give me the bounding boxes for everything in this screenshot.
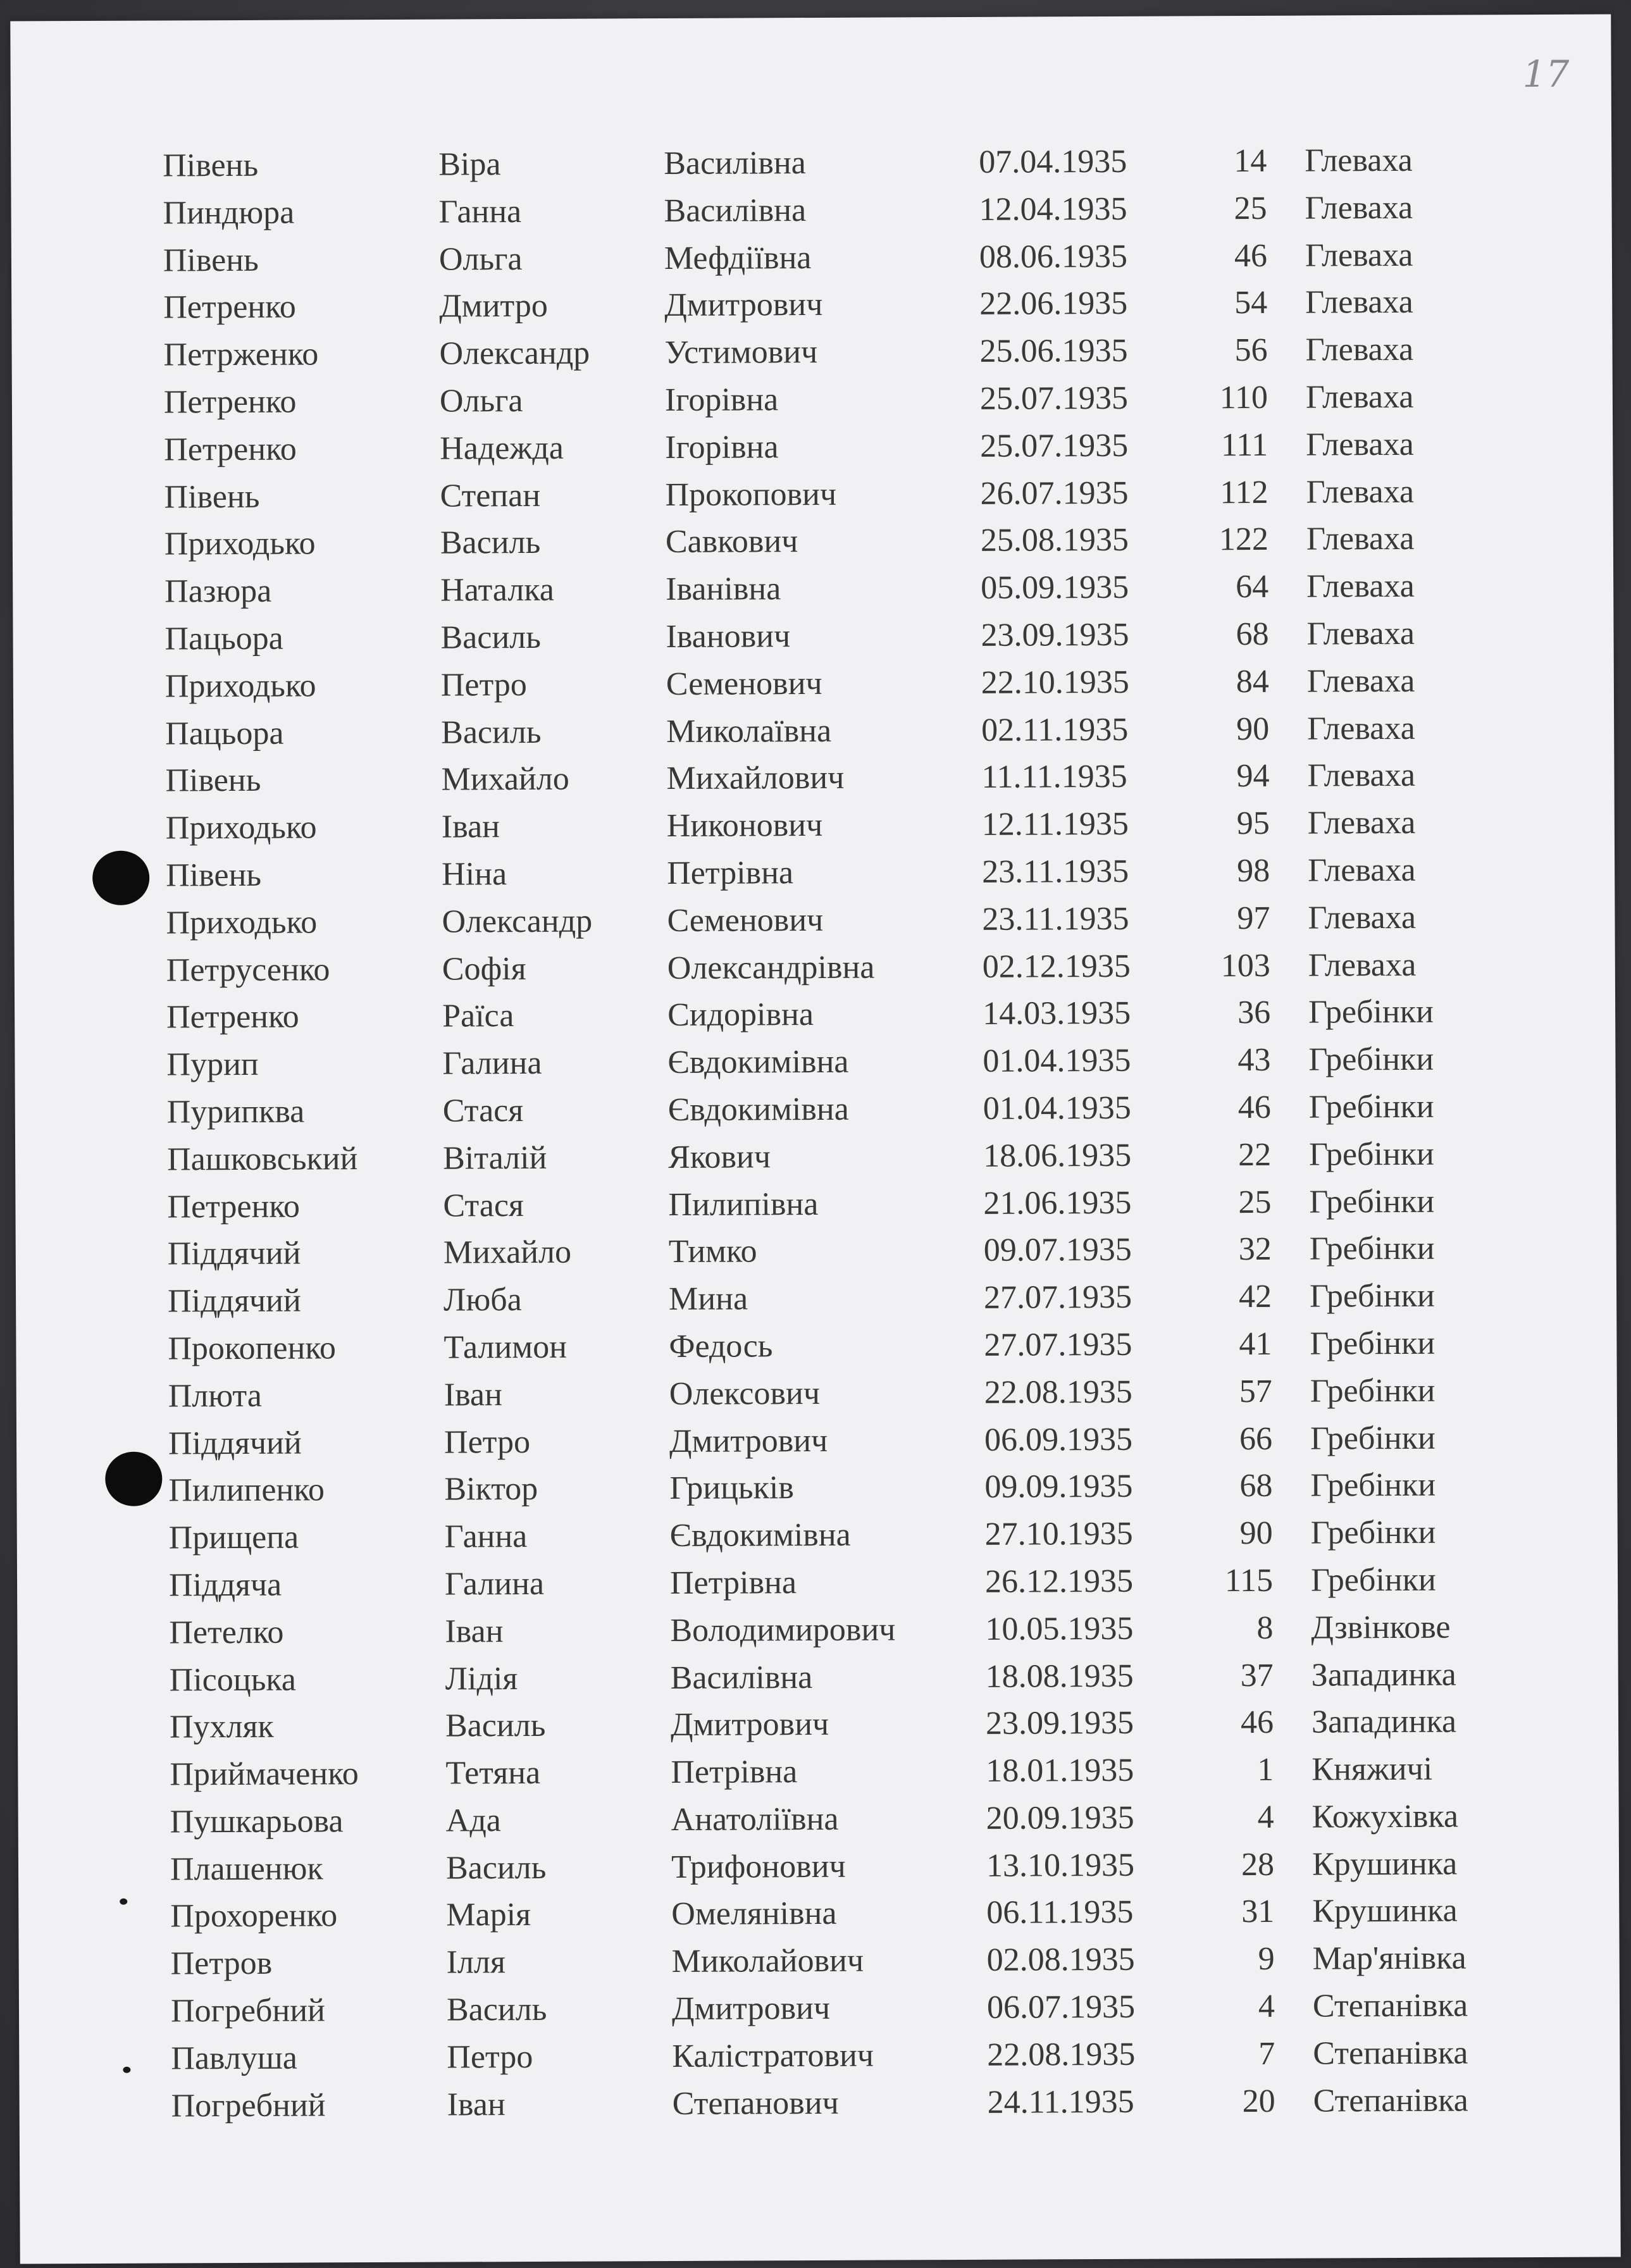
- date-cell: 08.06.1935: [979, 238, 1128, 275]
- given-name-cell: Олександр: [439, 335, 590, 372]
- given-name-cell: Ада: [445, 1802, 501, 1839]
- record-number-cell: 84: [1236, 663, 1269, 700]
- record-row: [16, 1229, 1616, 1284]
- record-row: [12, 424, 1613, 479]
- surname-cell: Петренко: [166, 998, 299, 1036]
- patronymic-cell: Степанович: [672, 2085, 839, 2122]
- date-cell: 12.04.1935: [979, 190, 1127, 228]
- patronymic-cell: Євдокимівна: [667, 1091, 849, 1128]
- village-cell: Степанівка: [1312, 1987, 1468, 2024]
- date-cell: 23.09.1935: [981, 616, 1129, 654]
- date-cell: 13.10.1935: [986, 1847, 1135, 1884]
- date-cell: 23.11.1935: [982, 853, 1129, 890]
- patronymic-cell: Тимко: [668, 1233, 757, 1270]
- record-row: [15, 1134, 1616, 1189]
- record-row: [17, 1608, 1618, 1662]
- surname-cell: Петренко: [167, 1188, 301, 1225]
- patronymic-cell: Євдокимівна: [667, 1043, 849, 1081]
- given-name-cell: Дмитро: [439, 288, 548, 325]
- village-cell: Глеваха: [1305, 142, 1413, 179]
- village-cell: Гребінки: [1310, 1514, 1436, 1551]
- village-cell: Глеваха: [1306, 568, 1415, 605]
- village-cell: Гребінки: [1310, 1561, 1436, 1599]
- surname-cell: Півень: [166, 857, 262, 894]
- given-name-cell: Степан: [440, 477, 541, 514]
- surname-cell: Прищепа: [168, 1519, 299, 1556]
- given-name-cell: Василь: [440, 524, 541, 561]
- date-cell: 22.08.1935: [987, 2036, 1136, 2073]
- surname-cell: Пашковський: [167, 1140, 358, 1178]
- date-cell: 27.07.1935: [984, 1326, 1132, 1363]
- given-name-cell: Віра: [438, 146, 501, 183]
- village-cell: Глеваха: [1307, 710, 1415, 747]
- village-cell: Гребінки: [1308, 1136, 1434, 1173]
- date-cell: 27.10.1935: [984, 1515, 1133, 1552]
- record-number-cell: 32: [1238, 1231, 1272, 1268]
- handwritten-page-number: 17: [1522, 52, 1570, 96]
- record-row: [15, 945, 1615, 1000]
- surname-cell: Пиндюра: [163, 194, 295, 232]
- date-cell: 01.04.1935: [983, 1042, 1131, 1079]
- date-cell: 20.09.1935: [986, 1799, 1134, 1837]
- patronymic-cell: Пилипівна: [668, 1186, 819, 1223]
- date-cell: 12.11.1935: [981, 805, 1129, 843]
- given-name-cell: Василь: [446, 1991, 547, 2028]
- record-row: [18, 1797, 1619, 1851]
- village-cell: Глеваха: [1305, 237, 1413, 274]
- record-row: [18, 1892, 1619, 1946]
- record-number-cell: 46: [1237, 1089, 1271, 1126]
- surname-cell: Пушкарьова: [170, 1803, 344, 1840]
- surname-cell: Приходько: [166, 904, 318, 941]
- patronymic-cell: Миколаївна: [666, 712, 832, 750]
- given-name-cell: Петро: [447, 2038, 533, 2076]
- given-name-cell: Петро: [443, 1423, 531, 1461]
- record-number-cell: 31: [1241, 1893, 1275, 1930]
- given-name-cell: Раїса: [442, 998, 514, 1034]
- given-name-cell: Талимон: [443, 1329, 567, 1366]
- patronymic-cell: Ігорівна: [664, 381, 779, 419]
- surname-cell: Піддячий: [167, 1235, 301, 1272]
- given-name-cell: Ілля: [446, 1944, 505, 1981]
- surname-cell: Піддяча: [168, 1566, 282, 1604]
- record-row: [20, 2081, 1620, 2135]
- given-name-cell: Віталій: [443, 1139, 547, 1177]
- record-row: [19, 1986, 1620, 2041]
- given-name-cell: Василь: [445, 1849, 547, 1887]
- date-cell: 27.07.1935: [983, 1279, 1132, 1316]
- date-cell: 26.12.1935: [984, 1563, 1134, 1600]
- record-number-cell: 1: [1257, 1751, 1274, 1788]
- given-name-cell: Іван: [445, 1613, 504, 1650]
- record-row: [16, 1277, 1616, 1331]
- given-name-cell: Галина: [442, 1045, 542, 1082]
- village-cell: Глеваха: [1308, 899, 1417, 936]
- village-cell: Глеваха: [1307, 757, 1416, 794]
- given-name-cell: Василь: [440, 619, 542, 656]
- record-number-cell: 37: [1240, 1657, 1274, 1694]
- date-cell: 26.07.1935: [980, 474, 1129, 512]
- patronymic-cell: Семенович: [666, 665, 822, 702]
- record-row: [19, 1939, 1620, 1993]
- patronymic-cell: Омелянівна: [671, 1895, 837, 1933]
- record-row: [13, 614, 1613, 668]
- date-cell: 18.06.1935: [983, 1137, 1132, 1174]
- date-cell: 23.11.1935: [982, 900, 1129, 938]
- date-cell: 01.04.1935: [983, 1089, 1131, 1127]
- village-cell: Мар'янівка: [1312, 1940, 1467, 1977]
- village-cell: Глеваха: [1306, 473, 1415, 511]
- record-number-cell: 94: [1236, 758, 1270, 795]
- date-cell: 14.03.1935: [983, 995, 1131, 1032]
- village-cell: Гребінки: [1309, 1183, 1435, 1220]
- date-cell: 06.07.1935: [986, 1988, 1136, 2026]
- patronymic-cell: Калістратович: [672, 2037, 874, 2074]
- record-row: [18, 1844, 1619, 1899]
- date-cell: 10.05.1935: [985, 1610, 1134, 1647]
- date-cell: 07.04.1935: [979, 143, 1127, 180]
- village-cell: Гребінки: [1310, 1372, 1436, 1410]
- record-row: [12, 472, 1613, 526]
- village-cell: Глеваха: [1307, 805, 1416, 841]
- patronymic-cell: Савкович: [665, 523, 798, 561]
- surname-cell: Пилипенко: [168, 1472, 325, 1509]
- village-cell: Гребінки: [1309, 1277, 1435, 1315]
- given-name-cell: Михайло: [441, 761, 569, 798]
- record-number-cell: 95: [1236, 805, 1270, 842]
- record-row: [15, 1040, 1615, 1094]
- record-row: [11, 330, 1612, 385]
- date-cell: 02.12.1935: [982, 948, 1131, 985]
- given-name-cell: Стася: [442, 1092, 524, 1129]
- given-name-cell: Іван: [443, 1376, 502, 1413]
- surname-cell: Петров: [170, 1945, 273, 1982]
- patronymic-cell: Анатоліївна: [671, 1800, 839, 1838]
- date-cell: 02.11.1935: [981, 711, 1129, 748]
- surname-cell: Петренко: [163, 288, 296, 326]
- given-name-cell: Лідія: [445, 1660, 518, 1697]
- village-cell: Гребінки: [1309, 1230, 1435, 1267]
- date-cell: 25.07.1935: [980, 427, 1129, 464]
- given-name-cell: Ольга: [438, 240, 523, 278]
- record-row: [11, 235, 1612, 290]
- patronymic-cell: Петрівна: [667, 855, 794, 891]
- patronymic-cell: Якович: [667, 1139, 771, 1175]
- surname-cell: Петрусенко: [166, 951, 330, 989]
- given-name-cell: Олександр: [442, 903, 593, 940]
- record-number-cell: 9: [1258, 1941, 1275, 1978]
- record-row: [13, 567, 1613, 621]
- given-name-cell: Віктор: [444, 1471, 538, 1508]
- patronymic-cell: Дмитрович: [670, 1706, 829, 1744]
- surname-cell: Пухляк: [169, 1709, 274, 1745]
- records-table: [11, 140, 1620, 2135]
- given-name-cell: Софія: [442, 950, 526, 988]
- patronymic-cell: Дмитрович: [664, 287, 823, 324]
- surname-cell: Пазюра: [164, 573, 272, 610]
- record-row: [15, 1182, 1616, 1236]
- record-number-cell: 25: [1238, 1184, 1272, 1220]
- record-number-cell: 46: [1240, 1704, 1274, 1741]
- date-cell: 25.06.1935: [979, 333, 1128, 370]
- village-cell: Гребінки: [1308, 994, 1434, 1031]
- surname-cell: Плюта: [168, 1377, 262, 1415]
- patronymic-cell: Дмитрович: [669, 1422, 828, 1459]
- record-number-cell: 7: [1258, 2035, 1275, 2072]
- patronymic-cell: Миколайович: [671, 1942, 864, 1980]
- patronymic-cell: Ігорівна: [665, 429, 779, 466]
- record-number-cell: 103: [1220, 947, 1270, 984]
- record-number-cell: 110: [1219, 379, 1268, 416]
- village-cell: Западинка: [1311, 1656, 1456, 1694]
- record-number-cell: 8: [1256, 1609, 1274, 1646]
- patronymic-cell: Володимирович: [670, 1611, 896, 1649]
- record-number-cell: 64: [1236, 569, 1269, 605]
- record-number-cell: 20: [1242, 2083, 1275, 2119]
- surname-cell: Погребний: [171, 2087, 326, 2124]
- date-cell: 18.08.1935: [985, 1658, 1134, 1695]
- village-cell: Гребінки: [1308, 1041, 1434, 1078]
- record-number-cell: 112: [1220, 474, 1268, 511]
- record-number-cell: 28: [1241, 1846, 1275, 1883]
- given-name-cell: Василь: [445, 1707, 546, 1744]
- village-cell: Крушинка: [1312, 1893, 1458, 1930]
- patronymic-cell: Прокопович: [665, 476, 837, 513]
- surname-cell: Плашенюк: [170, 1850, 323, 1888]
- patronymic-cell: Іванівна: [666, 571, 781, 608]
- record-number-cell: 4: [1258, 1988, 1275, 2025]
- record-number-cell: 14: [1234, 142, 1267, 180]
- surname-cell: Піддячий: [168, 1425, 302, 1461]
- surname-cell: Пурип: [166, 1046, 259, 1083]
- record-number-cell: 57: [1239, 1373, 1272, 1410]
- surname-cell: Півень: [163, 242, 259, 279]
- record-row: [15, 1087, 1616, 1141]
- date-cell: 22.08.1935: [984, 1373, 1132, 1411]
- patronymic-cell: Сидорівна: [667, 996, 814, 1034]
- surname-cell: Павлуша: [171, 2040, 298, 2077]
- patronymic-cell: Василівна: [664, 192, 807, 229]
- record-number-cell: 68: [1236, 616, 1269, 653]
- village-cell: Глеваха: [1308, 852, 1416, 889]
- record-row: [18, 1655, 1618, 1709]
- surname-cell: Петрженко: [163, 336, 319, 373]
- given-name-cell: Іван: [447, 2086, 505, 2123]
- record-row: [11, 283, 1612, 337]
- given-name-cell: Михайло: [443, 1234, 572, 1271]
- village-cell: Гребінки: [1310, 1325, 1436, 1362]
- patronymic-cell: Устимович: [664, 334, 818, 371]
- record-row: [11, 140, 1611, 195]
- village-cell: Гребінки: [1310, 1420, 1436, 1457]
- record-number-cell: 41: [1239, 1325, 1272, 1363]
- given-name-cell: Ганна: [438, 193, 522, 230]
- patronymic-cell: Мина: [668, 1280, 748, 1318]
- patronymic-cell: Семенович: [667, 902, 824, 939]
- date-cell: 06.11.1935: [986, 1894, 1134, 1931]
- record-number-cell: 43: [1237, 1042, 1271, 1079]
- village-cell: Глеваха: [1308, 946, 1417, 984]
- date-cell: 06.09.1935: [984, 1421, 1133, 1458]
- record-number-cell: 4: [1257, 1799, 1274, 1835]
- record-row: [13, 709, 1614, 763]
- patronymic-cell: Трифонович: [671, 1848, 846, 1885]
- patronymic-cell: Михайлович: [666, 760, 845, 797]
- given-name-cell: Іван: [441, 809, 500, 845]
- patronymic-cell: Федось: [669, 1328, 773, 1365]
- record-number-cell: 115: [1224, 1562, 1274, 1599]
- record-number-cell: 98: [1237, 852, 1270, 889]
- surname-cell: Петелко: [169, 1614, 284, 1651]
- given-name-cell: Надежда: [440, 430, 564, 467]
- village-cell: Глеваха: [1305, 378, 1414, 416]
- record-number-cell: 90: [1239, 1515, 1273, 1552]
- patronymic-cell: Мефдіївна: [664, 239, 812, 276]
- village-cell: Княжичі: [1312, 1751, 1433, 1788]
- patronymic-cell: Олексович: [669, 1375, 821, 1412]
- record-row: [14, 898, 1615, 952]
- patronymic-cell: Євдокимівна: [669, 1516, 851, 1554]
- surname-cell: Пурипква: [166, 1093, 305, 1131]
- record-number-cell: 90: [1236, 710, 1270, 747]
- date-cell: 25.08.1935: [980, 522, 1129, 559]
- record-row: [16, 1323, 1616, 1378]
- patronymic-cell: Никонович: [666, 807, 823, 845]
- patronymic-cell: Іванович: [666, 618, 791, 655]
- given-name-cell: Василь: [441, 714, 542, 751]
- surname-cell: Пацьора: [164, 620, 283, 657]
- surname-cell: Прохоренко: [170, 1897, 338, 1935]
- record-number-cell: 122: [1219, 521, 1268, 558]
- patronymic-cell: Петрівна: [669, 1565, 797, 1601]
- record-row: [17, 1513, 1618, 1568]
- record-number-cell: 42: [1238, 1278, 1272, 1315]
- village-cell: Глеваха: [1306, 521, 1415, 557]
- date-cell: 22.10.1935: [981, 664, 1129, 701]
- record-row: [14, 803, 1615, 858]
- date-cell: 21.06.1935: [983, 1184, 1132, 1222]
- date-cell: 09.09.1935: [984, 1468, 1133, 1506]
- surname-cell: Пацьора: [165, 715, 284, 752]
- surname-cell: Приходько: [165, 809, 317, 846]
- date-cell: 02.08.1935: [986, 1942, 1135, 1979]
- record-number-cell: 111: [1220, 426, 1268, 463]
- record-number-cell: 56: [1234, 332, 1268, 369]
- document-page: [10, 14, 1620, 2264]
- record-row: [16, 1371, 1617, 1425]
- given-name-cell: Люба: [443, 1282, 522, 1318]
- record-row: [15, 993, 1615, 1047]
- village-cell: Степанівка: [1313, 2082, 1468, 2119]
- record-row: [19, 2033, 1620, 2088]
- village-cell: Глеваха: [1305, 332, 1414, 368]
- given-name-cell: Ганна: [444, 1518, 528, 1555]
- given-name-cell: Наталка: [440, 571, 555, 609]
- patronymic-cell: Грицьків: [669, 1470, 794, 1507]
- date-cell: 23.09.1935: [985, 1705, 1134, 1742]
- village-cell: Степанівка: [1313, 2035, 1468, 2072]
- record-row: [13, 661, 1614, 716]
- given-name-cell: Петро: [440, 666, 527, 703]
- village-cell: Дзвінкове: [1311, 1609, 1451, 1646]
- surname-cell: Півень: [165, 762, 261, 799]
- surname-cell: Приходько: [164, 525, 316, 562]
- patronymic-cell: Олександрівна: [667, 949, 875, 986]
- surname-cell: Піддячий: [167, 1282, 301, 1320]
- record-row: [17, 1560, 1618, 1614]
- record-number-cell: 66: [1239, 1420, 1273, 1457]
- patronymic-cell: Дмитрович: [671, 1990, 831, 2028]
- village-cell: Глеваха: [1306, 662, 1415, 700]
- record-row: [18, 1750, 1618, 1804]
- village-cell: Глеваха: [1306, 426, 1414, 463]
- date-cell: 09.07.1935: [983, 1232, 1132, 1269]
- village-cell: Глеваха: [1305, 284, 1413, 321]
- given-name-cell: Стася: [443, 1187, 524, 1224]
- patronymic-cell: Василівна: [664, 145, 806, 182]
- surname-cell: Приходько: [164, 667, 316, 705]
- village-cell: Западинка: [1311, 1703, 1457, 1740]
- record-row: [11, 188, 1611, 242]
- record-row: [14, 850, 1615, 905]
- date-cell: 24.11.1935: [987, 2083, 1134, 2121]
- surname-cell: Петренко: [163, 383, 297, 421]
- patronymic-cell: Василівна: [670, 1659, 813, 1696]
- record-row: [13, 756, 1614, 810]
- surname-cell: Пісоцька: [169, 1661, 297, 1698]
- village-cell: Глеваха: [1305, 189, 1413, 226]
- surname-cell: Погребний: [170, 1992, 326, 2029]
- date-cell: 11.11.1935: [981, 759, 1127, 796]
- village-cell: Гребінки: [1310, 1467, 1436, 1504]
- surname-cell: Півень: [163, 147, 259, 184]
- record-row: [13, 519, 1613, 574]
- record-number-cell: 46: [1234, 237, 1268, 274]
- patronymic-cell: Петрівна: [671, 1754, 798, 1791]
- village-cell: Гребінки: [1308, 1088, 1434, 1125]
- record-row: [12, 377, 1613, 431]
- surname-cell: Півень: [164, 478, 260, 516]
- surname-cell: Петренко: [164, 431, 297, 468]
- given-name-cell: Галина: [444, 1565, 545, 1602]
- record-number-cell: 97: [1237, 900, 1270, 936]
- record-row: [16, 1466, 1617, 1520]
- given-name-cell: Ніна: [442, 856, 507, 893]
- date-cell: 18.01.1935: [986, 1752, 1134, 1789]
- record-number-cell: 25: [1234, 190, 1267, 226]
- village-cell: Крушинка: [1312, 1845, 1458, 1883]
- date-cell: 25.07.1935: [979, 380, 1129, 417]
- given-name-cell: Тетяна: [445, 1755, 541, 1792]
- surname-cell: Прокопенко: [168, 1330, 337, 1367]
- surname-cell: Приймаченко: [170, 1756, 359, 1793]
- record-number-cell: 54: [1234, 285, 1268, 321]
- date-cell: 22.06.1935: [979, 285, 1128, 323]
- village-cell: Глеваха: [1306, 615, 1415, 652]
- record-row: [16, 1418, 1617, 1473]
- record-row: [18, 1702, 1618, 1757]
- date-cell: 05.09.1935: [981, 569, 1129, 607]
- given-name-cell: Ольга: [439, 382, 523, 419]
- village-cell: Кожухівка: [1312, 1798, 1459, 1835]
- record-number-cell: 36: [1237, 995, 1271, 1031]
- record-number-cell: 22: [1237, 1136, 1272, 1173]
- record-number-cell: 68: [1239, 1468, 1273, 1504]
- given-name-cell: Марія: [446, 1897, 531, 1934]
